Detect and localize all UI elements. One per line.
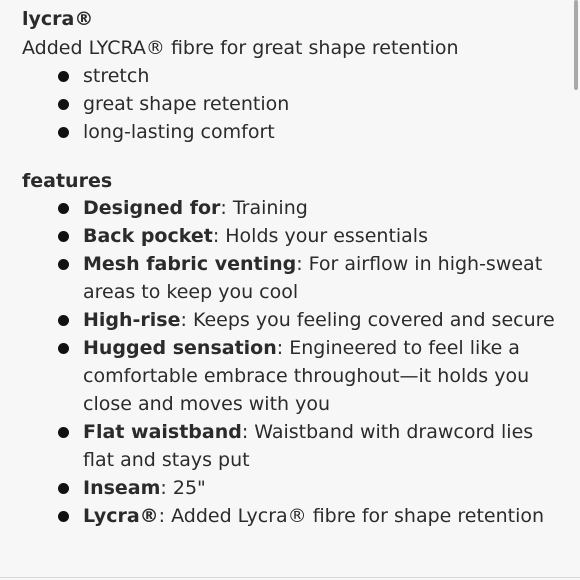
feature-text: : Engineered to feel like a comfortable embrace throughout—it holds you close and moves with you — [83, 337, 530, 415]
feature-text: : Training — [220, 197, 308, 219]
bullet-icon — [58, 71, 69, 82]
list-item-text: great shape retention — [83, 93, 290, 115]
feature-label: Back pocket — [83, 225, 213, 247]
list-item — [22, 62, 570, 90]
list-item — [22, 474, 570, 502]
lycra-description: Added LYCRA® fibre for great shape retention — [22, 37, 459, 59]
feature-text: : Keeps you feeling covered and secure — [180, 309, 555, 331]
feature-label: High-rise — [83, 309, 181, 331]
scrollbar-thumb[interactable] — [574, 0, 578, 90]
feature-label: Designed for — [83, 197, 221, 219]
list-item-text: long-lasting comfort — [83, 121, 275, 143]
feature-text: : Holds your essentials — [212, 225, 428, 247]
bullet-icon — [58, 511, 69, 522]
bullet-icon — [58, 315, 69, 326]
bullet-icon — [58, 203, 69, 214]
feature-text: : Added Lycra® fibre for shape retention — [158, 505, 545, 527]
list-item — [22, 250, 570, 306]
features-list — [22, 194, 570, 530]
feature-text: : Waistband with drawcord lies flat and stays put — [83, 421, 534, 471]
list-item — [22, 306, 570, 334]
list-item — [22, 418, 570, 474]
feature-label: Hugged sensation — [83, 337, 277, 359]
list-item — [22, 502, 570, 530]
bullet-icon — [58, 483, 69, 494]
list-item — [22, 194, 570, 222]
feature-label: Mesh fabric venting — [83, 253, 297, 275]
feature-label: Lycra® — [83, 505, 159, 527]
divider — [0, 577, 580, 578]
features-heading: features — [22, 170, 113, 192]
list-item-text: stretch — [83, 65, 150, 87]
list-item — [22, 222, 570, 250]
list-item — [22, 334, 570, 418]
feature-label: Inseam — [83, 477, 161, 499]
lycra-benefits-list — [22, 62, 570, 146]
bullet-icon — [58, 127, 69, 138]
list-item — [22, 118, 570, 146]
bullet-icon — [58, 259, 69, 270]
product-details-content — [22, 6, 570, 530]
bullet-icon — [58, 231, 69, 242]
bullet-icon — [58, 99, 69, 110]
lycra-heading: lycra® — [22, 8, 94, 30]
feature-text: : For airflow in high-sweat areas to keep you cool — [83, 253, 543, 303]
section-spacer — [22, 146, 570, 168]
bullet-icon — [58, 343, 69, 354]
feature-text: : 25" — [160, 477, 206, 499]
bullet-icon — [58, 427, 69, 438]
feature-label: Flat waistband — [83, 421, 242, 443]
list-item — [22, 90, 570, 118]
